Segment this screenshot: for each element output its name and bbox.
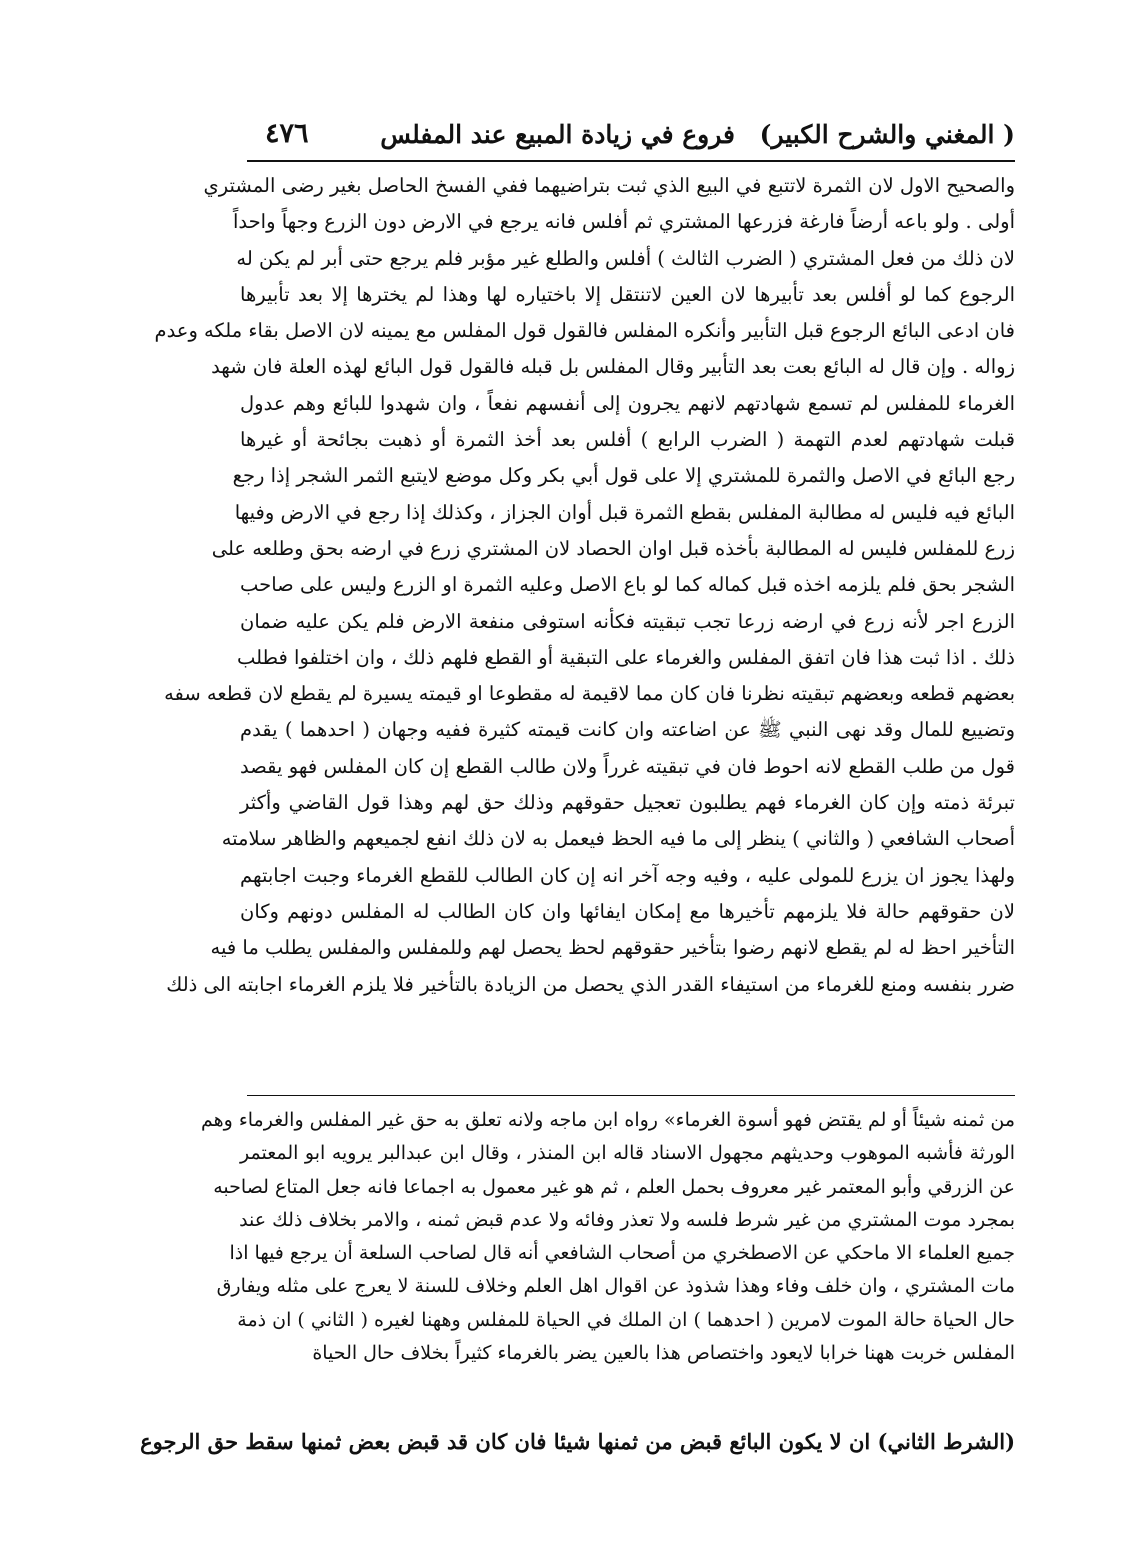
text-line: أصحاب الشافعي ( والثاني ) ينظر إلى ما فيه الحظ فيعمل به لان ذلك انفع لجميعهم والظاهر سلامته	[221, 827, 1015, 851]
book-title: ( المغني والشرح الكبير)	[759, 120, 1015, 149]
text-line: رجع البائع في الاصل والثمرة للمشتري إلا على قول أبي بكر وكل موضع لايتبع الثمر الشجر إذا رجع	[232, 464, 1015, 488]
text-line: قول من طلب القطع لانه احوط فان في تبقيته غرراً ولان طالب القطع إن كان المفلس فهو يقصد	[240, 754, 1015, 778]
page-header	[245, 118, 1015, 158]
lower-text	[200, 1104, 1015, 1370]
text-line: بعضهم قطعه وبعضهم تبقيته نظرنا فان كان مما لاقيمة له مقطوعا او قيمته يسيرة لم يقطع لان قطعه سفه	[164, 682, 1015, 706]
text-line: التأخير احظ له لم يقطع لانهم رضوا بتأخير حقوقهم لحظ يحصل لهم وللمفلس والمفلس يطلب ما فيه	[210, 936, 1015, 960]
text-line: لان حقوقهم حالة فلا يلزمهم تأخيرها مع إمكان ايفائها وان كان الطالب له المفلس دونهم وكان	[240, 899, 1015, 923]
lower-text-line: جميع العلماء الا ماحكي عن الاصطخري من أصحاب الشافعي أنه قال لصاحب السلعة أن يرجع فيها اذا	[229, 1242, 1015, 1265]
text-line: ولهذا يجوز ان يزرع للمولى عليه ، وفيه وجه آخر انه إن كان الطالب للقطع الغرماء وجبت اجابتهم	[240, 863, 1015, 887]
text-line: زرع للمفلس فليس له المطالبة بأخذه قبل اوان الحصاد لان المشتري زرع في ارضه بحق وطلعه على	[211, 536, 1015, 560]
lower-text-line: المفلس خربت ههنا خرابا لايعود واختصاص هذا بالعين يضر بالغرماء كثيراً بخلاف حال الحياة	[312, 1342, 1015, 1365]
text-line: الزرع اجر لأنه زرع في ارضه زرعا تجب تبقيته فكأنه استوفى منفعة الارض فلم يكن عليه ضمان	[240, 609, 1015, 633]
text-line: الشجر بحق فلم يلزمه اخذه قبل كماله كما لو باع الاصل وعليه الثمرة او الزرع وليس على صاحب	[240, 573, 1015, 597]
text-line: فان ادعى البائع الرجوع قبل التأبير وأنكره المفلس فالقول قول المفلس مع يمينه لان الاصل بقاء ملكه وعدم	[154, 319, 1015, 343]
lower-text-line: حال الحياة حالة الموت لامرين ( احدهما ) ان الملك في الحياة للمفلس وههنا لغيره ( الثاني ) ان ذمة	[237, 1308, 1015, 1331]
page-number: ٤٧٦	[265, 118, 309, 149]
text-line: الرجوع كما لو أفلس بعد تأبيرها لان العين لاتنتقل إلا باختياره لها وهذا لم يخترها إلا بعد تأبيرها	[240, 282, 1015, 306]
lower-text-line: من ثمنه شيئاً أو لم يقتض فهو أسوة الغرماء» رواه ابن ماجه ولانه تعلق به حق غير المفلس والغرماء وهم	[200, 1109, 1015, 1131]
lower-text-line: عن الزرقي وأبو المعتمر غير معروف بحمل العلم ، ثم هو غير معمول به اجماعا فانه جعل المتاع لصاحبه	[213, 1175, 1015, 1198]
text-line: زواله . وإن قال له البائع بعت بعد التأبير وقال المفلس بل قبله فالقول قول البائع لهذه العلة فان شهد	[211, 355, 1015, 379]
text-line: وتضييع للمال وقد نهى النبي ﷺ عن اضاعته وان كانت قيمته كثيرة ففيه وجهان ( احدهما ) يقدم	[240, 718, 1015, 742]
text-line: تبرئة ذمته وإن كان الغرماء فهم يطلبون تعجيل حقوقهم وذلك حق لهم وهذا قول القاضي وأكثر	[240, 791, 1015, 815]
lower-text-line: مات المشتري ، وان خلف وفاء وهذا شذوذ عن اقوال اهل العلم وخلاف للسنة لا يعرج على مثله ويفارق	[216, 1275, 1015, 1298]
main-text	[154, 168, 1015, 1003]
text-line: أولى . ولو باعه أرضاً فارغة فزرعها المشتري ثم أفلس فانه يرجع في الارض دون الزرع وجهاً واحداً	[232, 210, 1015, 234]
text-line: قبلت شهادتهم لعدم التهمة ( الضرب الرابع ) أفلس بعد أخذ الثمرة أو ذهبت بجائحة أو غيرها	[240, 428, 1015, 452]
section-heading: (الشرط الثاني) ان لا يكون البائع قبض من ثمنها شيئا فان كان قد قبض بعض ثمنها سقط حق الرجوع	[140, 1429, 1015, 1454]
text-line: والصحيح الاول لان الثمرة لاتتبع في البيع الذي ثبت بتراضيهما ففي الفسخ الحاصل بغير رضى المشتري	[203, 174, 1015, 197]
lower-text-line: الورثة فأشبه الموهوب وحديثهم مجهول الاسناد قاله ابن المنذر ، وقال ابن عبدالبر يرويه ابو المعتمر	[240, 1142, 1015, 1165]
section-divider	[247, 1095, 1015, 1096]
chapter-title: فروع في زيادة المبيع عند المفلس	[380, 120, 735, 149]
header-rule	[247, 160, 1015, 162]
text-line: الغرماء للمفلس لم تسمع شهادتهم لانهم يجرون إلى أنفسهم نفعاً ، وان شهدوا للبائع وهم عدول	[240, 391, 1015, 415]
lower-text-line: بمجرد موت المشتري من غير شرط فلسه ولا تعذر وفائه ولا عدم قبض ثمنه ، والامر بخلاف ذلك عند	[239, 1208, 1015, 1231]
text-line: لان ذلك من فعل المشتري ( الضرب الثالث ) أفلس والطلع غير مؤبر فلم يرجع حتى أبر لم يكن له	[236, 246, 1015, 270]
text-line: البائع فيه فليس له مطالبة المفلس بقطع الثمرة قبل أوان الجزاز ، وكذلك إذا رجع في الارض وفيها	[234, 500, 1015, 524]
text-line: ذلك . اذا ثبت هذا فان اتفق المفلس والغرماء على التبقية أو القطع فلهم ذلك ، وان اختلفوا فطلب	[236, 645, 1015, 669]
text-line: ضرر بنفسه ومنع للغرماء من استيفاء القدر الذي يحصل من الزيادة بالتأخير فلا يلزم الغرماء اجابته الى ذلك	[166, 972, 1015, 996]
